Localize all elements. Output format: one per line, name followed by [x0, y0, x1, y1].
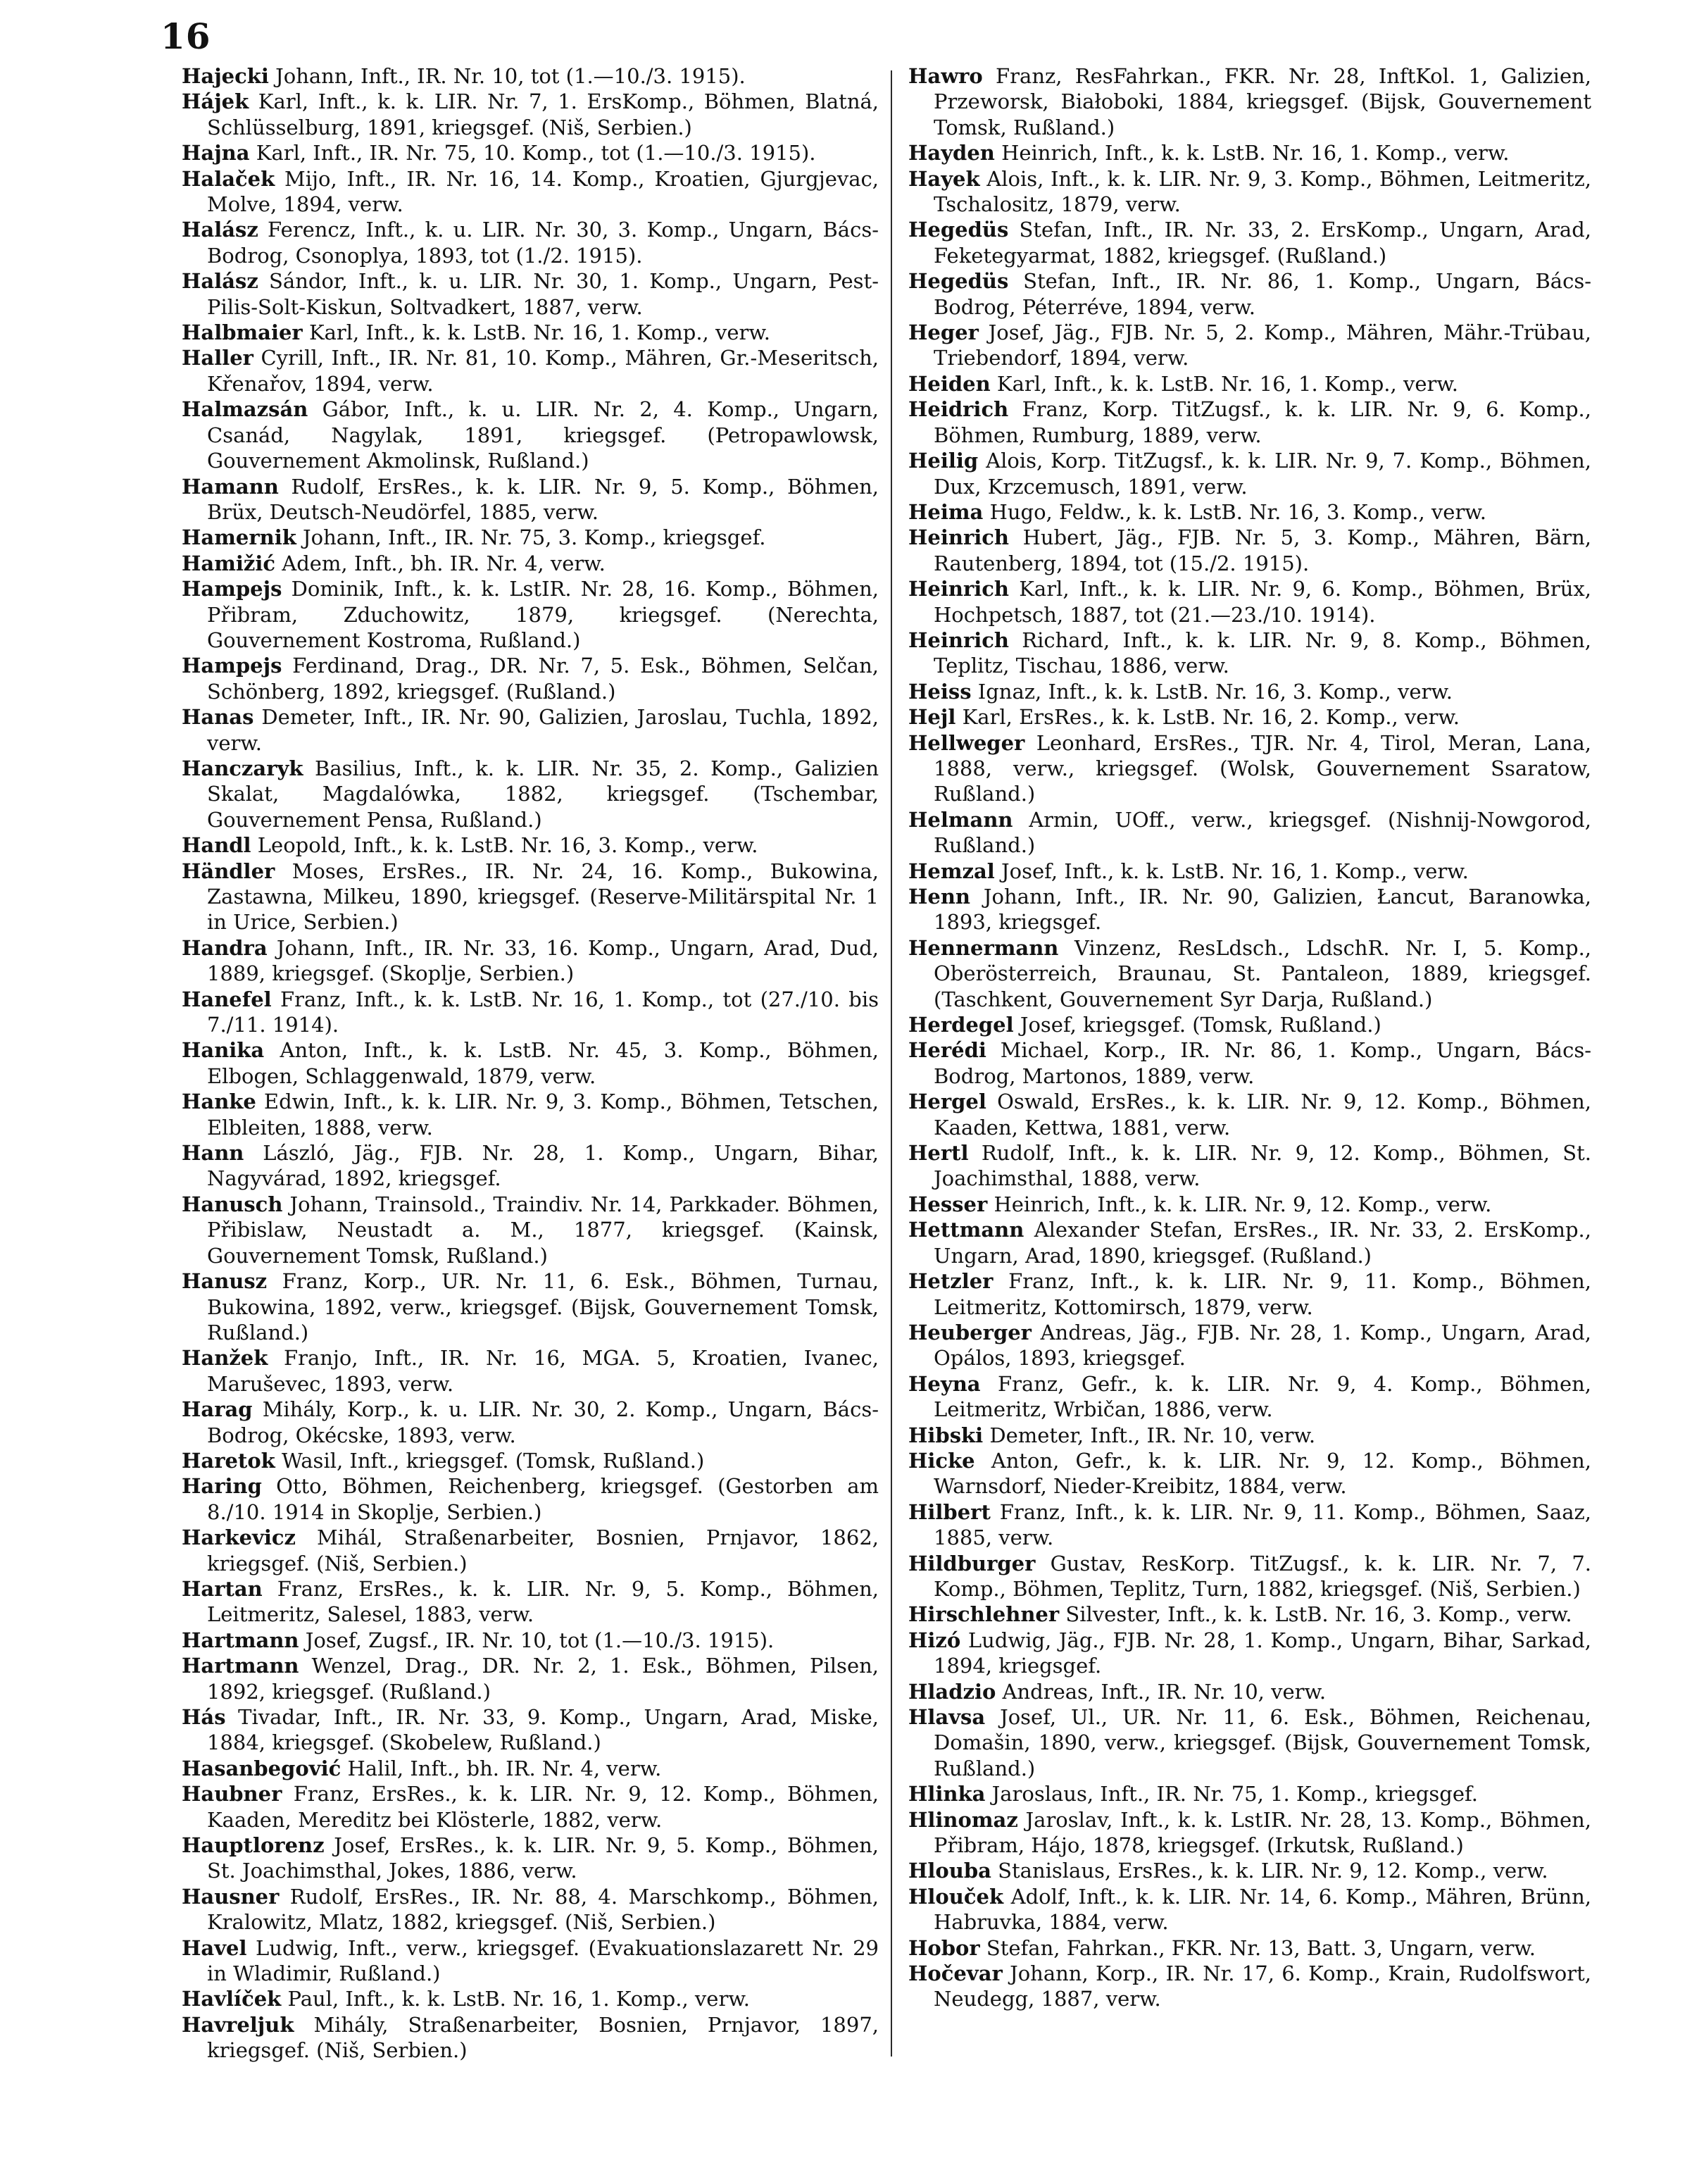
entry-details: Mihály, Straßenarbeiter, Bosnien, Prnjavor, 1897, kriegsgef. (Niš, Serbien.): [207, 2012, 879, 2063]
register-entry: [908, 628, 1591, 679]
entry-details: Jaroslav, Inft., k. k. LstIR. Nr. 28, 13. Komp., Böhmen, Přibram, Hájo, 1878, kriegsgef. (Irkutsk, Rußland.): [934, 1807, 1591, 1858]
register-entry: [908, 1320, 1591, 1371]
entry-surname: Herédi: [908, 1038, 986, 1063]
register-entry: [182, 1268, 879, 1345]
register-entry: [908, 371, 1591, 397]
entry-details: Franz, ErsRes., k. k. LIR. Nr. 9, 12. Komp., Böhmen, Kaaden, Mereditz bei Klösterle, 1882, verw.: [207, 1782, 879, 1832]
entry-surname: Halaček: [182, 166, 275, 191]
entry-surname: Heidrich: [908, 397, 1009, 422]
register-entry: [908, 140, 1591, 166]
register-entry: [182, 551, 879, 576]
entry-surname: Hicke: [908, 1448, 975, 1473]
entry-surname: Handl: [182, 833, 251, 858]
entry-details: Johann, Korp., IR. Nr. 17, 6. Komp., Krain, Rudolfswort, Neudegg, 1887, verw.: [934, 1961, 1591, 2011]
entry-details: Wasil, Inft., kriegsgef. (Tomsk, Rußland.): [281, 1448, 705, 1473]
register-entry: [908, 1858, 1591, 1883]
register-entry: [182, 474, 879, 525]
register-entry: [182, 1935, 879, 1987]
register-entry: [908, 1602, 1591, 1627]
register-entry: [182, 217, 879, 268]
column-divider: [891, 70, 892, 2057]
register-entry: [182, 1884, 879, 1935]
entry-surname: Halász: [182, 269, 258, 294]
register-entry: [908, 1448, 1591, 1499]
entry-details: Adem, Inft., bh. IR. Nr. 4, verw.: [282, 551, 606, 575]
register-entry: [182, 1345, 879, 1397]
entry-details: Rudolf, ErsRes., IR. Nr. 88, 4. Marschkomp., Böhmen, Kralowitz, Mlatz, 1882, kriegsgef. (Niš, Serbien.): [207, 1884, 879, 1935]
entry-surname: Haller: [182, 346, 253, 370]
entry-details: Ludwig, Jäg., FJB. Nr. 28, 1. Komp., Ungarn, Bihar, Sarkad, 1894, kriegsgef.: [934, 1628, 1591, 1678]
entry-surname: Hertl: [908, 1141, 969, 1166]
register-entry: [182, 89, 879, 140]
entry-details: Moses, ErsRes., IR. Nr. 24, 16. Komp., Bukowina, Zastawna, Milkeu, 1890, kriegsgef. (Reserve-Militärspital Nr. 1 in Urice, Serbien.): [207, 859, 879, 935]
register-entry: [908, 576, 1591, 628]
register-entry: [182, 1525, 879, 1576]
entry-details: Jaroslaus, Inft., IR. Nr. 75, 1. Komp., kriegsgef.: [991, 1782, 1478, 1807]
entry-details: Josef, Inft., k. k. LstB. Nr. 16, 1. Komp., verw.: [1001, 859, 1469, 883]
entry-details: Silvester, Inft., k. k. LstB. Nr. 16, 3. Komp., verw.: [1065, 1602, 1572, 1627]
register-entry: [182, 1140, 879, 1192]
entry-surname: Hartmann: [182, 1628, 299, 1652]
register-entry: [182, 832, 879, 858]
register-entry: [182, 1704, 879, 1756]
entry-surname: Halász: [182, 218, 258, 242]
entry-details: Josef, Zugsf., IR. Nr. 10, tot (1.—10./3. 1915).: [305, 1628, 775, 1652]
entry-details: Franz, ErsRes., k. k. LIR. Nr. 9, 5. Komp., Böhmen, Leitmeritz, Salesel, 1883, verw.: [207, 1576, 879, 1627]
register-entry: [908, 448, 1591, 499]
entry-surname: Heiden: [908, 371, 991, 396]
register-entry: [908, 1012, 1591, 1037]
register-entry: [908, 268, 1591, 320]
entry-details: Johann, Inft., IR. Nr. 75, 3. Komp., kriegsgef.: [303, 525, 766, 550]
register-entry: [182, 397, 879, 473]
left-column: [182, 63, 879, 2064]
entry-surname: Haring: [182, 1474, 262, 1499]
entry-surname: Hočevar: [908, 1961, 1003, 1986]
entry-details: Johann, Inft., IR. Nr. 90, Galizien, Łancut, Baranowka, 1893, kriegsgef.: [934, 885, 1591, 935]
entry-details: Hugo, Feldw., k. k. LstB. Nr. 16, 3. Komp., verw.: [989, 499, 1486, 524]
entry-details: Franz, Korp., UR. Nr. 11, 6. Esk., Böhmen, Turnau, Bukowina, 1892, verw., kriegsgef. (Bijsk, Gouvernement Tomsk, Rußland.): [207, 1269, 879, 1344]
register-entry: [908, 499, 1591, 525]
register-entry: [182, 1628, 879, 1653]
entry-details: Wenzel, Drag., DR. Nr. 2, 1. Esk., Böhmen, Pilsen, 1892, kriegsgef. (Rußland.): [207, 1654, 879, 1704]
entry-surname: Heuberger: [908, 1320, 1032, 1344]
entry-surname: Hladzio: [908, 1679, 996, 1704]
entry-surname: Hann: [182, 1141, 244, 1166]
entry-surname: Hayek: [908, 166, 980, 191]
entry-surname: Hampejs: [182, 654, 282, 678]
entry-surname: Hlouček: [908, 1884, 1004, 1909]
entry-surname: Heyna: [908, 1371, 981, 1396]
entry-details: Adolf, Inft., k. k. LIR. Nr. 14, 6. Komp., Mähren, Brünn, Habruvka, 1884, verw.: [934, 1884, 1591, 1935]
entry-surname: Hergel: [908, 1090, 986, 1114]
entry-surname: Hegedüs: [908, 269, 1009, 294]
entry-surname: Hejl: [908, 705, 956, 730]
entry-surname: Hampejs: [182, 577, 282, 601]
entry-details: Alois, Inft., k. k. LIR. Nr. 9, 3. Komp., Böhmen, Leitmeritz, Tschalositz, 1879, verw.: [934, 166, 1591, 217]
entry-details: Franjo, Inft., IR. Nr. 16, MGA. 5, Kroatien, Ivanec, Maruševec, 1893, verw.: [207, 1346, 879, 1396]
entry-details: Richard, Inft., k. k. LIR. Nr. 9, 8. Komp., Böhmen, Teplitz, Tischau, 1886, verw.: [934, 628, 1591, 678]
entry-details: Franz, Inft., k. k. LIR. Nr. 9, 11. Komp., Böhmen, Leitmeritz, Kottomirsch, 1879, verw.: [934, 1269, 1591, 1319]
register-entry: [908, 1499, 1591, 1551]
register-entry: [908, 525, 1591, 576]
register-entry: [908, 884, 1591, 935]
entry-surname: Helmann: [908, 807, 1013, 832]
entry-details: Dominik, Inft., k. k. LstIR. Nr. 28, 16. Komp., Böhmen, Přibram, Zduchowitz, 1879, kriegsgef. (Nerechta, Gouvernement Kostroma, Rußland.): [207, 577, 879, 652]
entry-surname: Hanusz: [182, 1269, 268, 1294]
entry-details: Oswald, ErsRes., k. k. LIR. Nr. 9, 12. Komp., Böhmen, Kaaden, Kettwa, 1881, verw.: [934, 1090, 1591, 1140]
entry-surname: Hilbert: [908, 1499, 991, 1524]
entry-surname: Heinrich: [908, 577, 1009, 601]
entry-details: Sándor, Inft., k. u. LIR. Nr. 30, 1. Komp., Ungarn, Pest-Pilis-Solt-Kiskun, Soltvadkert, 1887, verw.: [207, 269, 879, 319]
register-entry: [182, 63, 879, 89]
entry-details: Gábor, Inft., k. u. LIR. Nr. 2, 4. Komp., Ungarn, Csanád, Nagylak, 1891, kriegsgef. (Petropawlowsk, Gouvernement Akmolinsk, Rußland.): [207, 397, 879, 473]
entry-surname: Hegedüs: [908, 218, 1009, 242]
right-column: [908, 63, 1591, 2012]
entry-details: Demeter, Inft., IR. Nr. 90, Galizien, Jaroslau, Tuchla, 1892, verw.: [207, 705, 879, 755]
entry-details: Heinrich, Inft., k. k. LstB. Nr. 16, 1. Komp., verw.: [1001, 141, 1510, 166]
entry-details: Josef, Jäg., FJB. Nr. 5, 2. Komp., Mähren, Mähr.-Trübau, Triebendorf, 1894, verw.: [934, 320, 1591, 370]
entry-surname: Harag: [182, 1397, 253, 1422]
register-entry: [908, 704, 1591, 730]
entry-details: Demeter, Inft., IR. Nr. 10, verw.: [989, 1423, 1316, 1447]
register-entry: [908, 1192, 1591, 1217]
entry-details: Leonhard, ErsRes., TJR. Nr. 4, Tirol, Meran, Lana, 1888, verw., kriegsgef. (Wolsk, Gouvernement Ssaratow, Rußland.): [934, 730, 1591, 806]
entry-details: Rudolf, ErsRes., k. k. LIR. Nr. 9, 5. Komp., Böhmen, Brüx, Deutsch-Neudörfel, 1885, verw.: [207, 474, 879, 524]
entry-details: Mihál, Straßenarbeiter, Bosnien, Prnjavor, 1862, kriegsgef. (Niš, Serbien.): [207, 1525, 879, 1575]
entry-surname: Hanas: [182, 705, 254, 730]
entry-surname: Händler: [182, 859, 275, 883]
entry-details: Halil, Inft., bh. IR. Nr. 4, verw.: [347, 1756, 662, 1780]
entry-surname: Hasanbegović: [182, 1756, 341, 1780]
entry-surname: Hanke: [182, 1090, 256, 1114]
entry-details: Stefan, Inft., IR. Nr. 33, 2. ErsKomp., Ungarn, Arad, Feketegyarmat, 1882, kriegsgef. (Rußland.): [934, 218, 1591, 268]
entry-surname: Hobor: [908, 1935, 980, 1960]
entry-details: Anton, Gefr., k. k. LIR. Nr. 9, 12. Komp., Böhmen, Warnsdorf, Nieder-Kreibitz, 1884, verw.: [934, 1448, 1591, 1499]
entry-details: Karl, Inft., k. k. LIR. Nr. 9, 6. Komp., Böhmen, Brüx, Hochpetsch, 1887, tot (21.—23./10. 1914).: [934, 577, 1591, 627]
entry-surname: Henn: [908, 885, 971, 909]
entry-surname: Hanczaryk: [182, 756, 303, 780]
register-entry: [908, 1371, 1591, 1423]
entry-details: Franz, Gefr., k. k. LIR. Nr. 9, 4. Komp., Böhmen, Leitmeritz, Wrbičan, 1886, verw.: [934, 1371, 1591, 1422]
entry-details: Franz, Korp. TitZugsf., k. k. LIR. Nr. 9, 6. Komp., Böhmen, Rumburg, 1889, verw.: [934, 397, 1591, 447]
entry-surname: Hanefel: [182, 987, 272, 1011]
register-entry: [182, 1781, 879, 1833]
entry-details: Ludwig, Inft., verw., kriegsgef. (Evakuationslazarett Nr. 29 in Wladimir, Rußland.): [207, 1935, 879, 1986]
register-entry: [182, 1037, 879, 1089]
entry-details: Stanislaus, ErsRes., k. k. LIR. Nr. 9, 12. Komp., verw.: [998, 1859, 1548, 1883]
register-entry: [908, 166, 1591, 218]
entry-details: Karl, Inft., k. k. LstB. Nr. 16, 1. Komp., verw.: [996, 371, 1458, 396]
entry-surname: Hesser: [908, 1192, 988, 1216]
entry-details: Stefan, Fahrkan., FKR. Nr. 13, Batt. 3, Ungarn, verw.: [986, 1935, 1536, 1960]
register-entry: [908, 1807, 1591, 1859]
entry-surname: Harkevicz: [182, 1525, 296, 1550]
entry-details: Gustav, ResKorp. TitZugsf., k. k. LIR. Nr. 7, 7. Komp., Böhmen, Teplitz, Turn, 1882, kriegsgef. (Niš, Serbien.): [934, 1551, 1591, 1601]
register-entry: [182, 1576, 879, 1628]
entry-surname: Hausner: [182, 1884, 280, 1909]
entry-surname: Heinrich: [908, 628, 1009, 652]
entry-details: Ferdinand, Drag., DR. Nr. 7, 5. Esk., Böhmen, Selčan, Schönberg, 1892, kriegsgef. (Rußland.): [207, 654, 879, 704]
register-entry: [182, 268, 879, 320]
register-entry: [908, 1628, 1591, 1679]
register-entry: [908, 679, 1591, 704]
entry-surname: Hanusch: [182, 1192, 283, 1216]
register-entry: [182, 1192, 879, 1268]
register-entry: [908, 1268, 1591, 1320]
entry-surname: Heiss: [908, 679, 972, 704]
entry-surname: Hildburger: [908, 1551, 1036, 1575]
entry-details: Andreas, Inft., IR. Nr. 10, verw.: [1002, 1679, 1327, 1704]
entry-details: Josef, Ul., UR. Nr. 11, 6. Esk., Böhmen, Reichenau, Domašin, 1890, verw., kriegsgef. (Bijsk, Gouvernement Tomsk, Rußland.): [934, 1705, 1591, 1780]
entry-surname: Hlinomaz: [908, 1807, 1018, 1832]
register-entry: [908, 1089, 1591, 1140]
register-entry: [908, 1781, 1591, 1807]
entry-surname: Hlavsa: [908, 1705, 986, 1729]
register-entry: [908, 1551, 1591, 1602]
register-entry: [182, 987, 879, 1038]
register-entry: [908, 1217, 1591, 1268]
register-entry: [908, 1423, 1591, 1448]
register-entry: [908, 935, 1591, 1012]
register-entry: [182, 140, 879, 166]
entry-surname: Hizó: [908, 1628, 961, 1652]
entry-surname: Hlouba: [908, 1859, 991, 1883]
entry-surname: Havreljuk: [182, 2012, 294, 2037]
entry-surname: Heilig: [908, 449, 979, 473]
register-entry: [182, 1473, 879, 1525]
entry-surname: Hayden: [908, 141, 995, 166]
entry-surname: Handra: [182, 935, 268, 960]
entry-details: Vinzenz, ResLdsch., LdschR. Nr. I, 5. Komp., Oberösterreich, Braunau, St. Pantaleon, 1889, kriegsgef. (Taschkent, Gouvernement Syr Darja, Rußland.): [934, 935, 1591, 1011]
register-entry: [182, 166, 879, 218]
entry-surname: Hellweger: [908, 730, 1025, 755]
entry-surname: Hauptlorenz: [182, 1833, 325, 1858]
entry-surname: Hennermann: [908, 935, 1059, 960]
entry-details: Andreas, Jäg., FJB. Nr. 28, 1. Komp., Ungarn, Arad, Opálos, 1893, kriegsgef.: [934, 1320, 1591, 1371]
entry-details: Alexander Stefan, ErsRes., IR. Nr. 33, 2. ErsKomp., Ungarn, Arad, 1890, kriegsgef. (Rußland.): [934, 1218, 1591, 1268]
entry-surname: Hirschlehner: [908, 1602, 1060, 1627]
entry-surname: Hartan: [182, 1576, 263, 1601]
entry-details: Leopold, Inft., k. k. LstB. Nr. 16, 3. Komp., verw.: [257, 833, 758, 858]
entry-details: Karl, ErsRes., k. k. LstB. Nr. 16, 2. Komp., verw.: [962, 705, 1460, 730]
entry-details: Franz, Inft., k. k. LstB. Nr. 16, 1. Komp., tot (27./10. bis 7./11. 1914).: [207, 987, 879, 1037]
entry-details: Edwin, Inft., k. k. LIR. Nr. 9, 3. Komp., Böhmen, Tetschen, Elbleiten, 1888, verw.: [207, 1090, 879, 1140]
register-entry: [182, 1756, 879, 1781]
entry-surname: Halmazsán: [182, 397, 308, 422]
register-entry: [908, 1679, 1591, 1704]
entry-surname: Hemzal: [908, 859, 995, 883]
register-entry: [908, 807, 1591, 859]
entry-surname: Heima: [908, 499, 984, 524]
entry-details: Rudolf, Inft., k. k. LIR. Nr. 9, 12. Komp., Böhmen, St. Joachimsthal, 1888, verw.: [934, 1141, 1591, 1191]
entry-details: Johann, Inft., IR. Nr. 33, 16. Komp., Ungarn, Arad, Dud, 1889, kriegsgef. (Skoplje, Serbien.): [207, 935, 879, 986]
entry-details: Franz, ResFahrkan., FKR. Nr. 28, InftKol. 1, Galizien, Przeworsk, Białoboki, 1884, kriegsgef. (Bijsk, Gouvernement Tomsk, Rußland.): [934, 64, 1591, 139]
register-entry: [182, 2012, 879, 2064]
entry-details: Anton, Inft., k. k. LstB. Nr. 45, 3. Komp., Böhmen, Elbogen, Schlaggenwald, 1879, verw.: [207, 1038, 879, 1088]
entry-details: Karl, Inft., k. k. LstB. Nr. 16, 1. Komp., verw.: [308, 320, 770, 345]
register-entry: [908, 1935, 1591, 1961]
register-entry: [182, 1986, 879, 2011]
entry-details: Paul, Inft., k. k. LstB. Nr. 16, 1. Komp., verw.: [287, 1987, 750, 2011]
register-entry: [182, 1089, 879, 1140]
entry-details: Karl, Inft., IR. Nr. 75, 10. Komp., tot (1.—10./3. 1915).: [256, 141, 816, 166]
register-entry: [908, 397, 1591, 448]
entry-surname: Herdegel: [908, 1013, 1014, 1037]
entry-details: Alois, Korp. TitZugsf., k. k. LIR. Nr. 9, 7. Komp., Böhmen, Dux, Krzcemusch, 1891, verw.: [934, 449, 1591, 499]
entry-surname: Havel: [182, 1935, 247, 1960]
register-entry: [908, 1140, 1591, 1192]
entry-details: Tivadar, Inft., IR. Nr. 33, 9. Komp., Ungarn, Arad, Miske, 1884, kriegsgef. (Skobelew, Rußland.): [207, 1705, 879, 1755]
entry-details: Karl, Inft., k. k. LIR. Nr. 7, 1. ErsKomp., Böhmen, Blatná, Schlüsselburg, 1891, kriegsgef. (Niš, Serbien.): [207, 89, 879, 139]
entry-details: Johann, Inft., IR. Nr. 10, tot (1.—10./3. 1915).: [275, 64, 746, 88]
entry-details: László, Jäg., FJB. Nr. 28, 1. Komp., Ungarn, Bihar, Nagyvárad, 1892, kriegsgef.: [207, 1141, 879, 1191]
register-entry: [182, 859, 879, 935]
entry-surname: Hanžek: [182, 1346, 268, 1371]
entry-surname: Hettmann: [908, 1218, 1024, 1242]
register-entry: [182, 704, 879, 756]
register-entry: [182, 1653, 879, 1704]
entry-surname: Halbmaier: [182, 320, 303, 345]
entry-surname: Hamann: [182, 474, 279, 499]
entry-details: Michael, Korp., IR. Nr. 86, 1. Komp., Ungarn, Bács-Bodrog, Martonos, 1889, verw.: [934, 1038, 1591, 1088]
entry-details: Mihály, Korp., k. u. LIR. Nr. 30, 2. Komp., Ungarn, Bács-Bodrog, Okécske, 1893, verw.: [207, 1397, 879, 1447]
entry-details: Ferencz, Inft., k. u. LIR. Nr. 30, 3. Komp., Ungarn, Bács-Bodrog, Csonoplya, 1893, tot (1./2. 1915).: [207, 218, 879, 268]
register-entry: [908, 320, 1591, 371]
register-entry: [908, 217, 1591, 268]
register-entry: [908, 1704, 1591, 1781]
entry-surname: Hamernik: [182, 525, 296, 550]
entry-details: Cyrill, Inft., IR. Nr. 81, 10. Komp., Mähren, Gr.-Meseritsch, Křenařov, 1894, verw.: [207, 346, 879, 396]
entry-details: Josef, kriegsgef. (Tomsk, Rußland.): [1020, 1013, 1381, 1037]
entry-surname: Hawro: [908, 64, 983, 88]
register-entry: [908, 1884, 1591, 1935]
entry-surname: Hamižić: [182, 551, 276, 575]
entry-surname: Heinrich: [908, 525, 1009, 550]
register-entry: [182, 1448, 879, 1473]
entry-details: Heinrich, Inft., k. k. LIR. Nr. 9, 12. Komp., verw.: [994, 1192, 1492, 1216]
entry-surname: Hanika: [182, 1038, 265, 1063]
register-entry: [908, 1961, 1591, 2012]
entry-details: Mijo, Inft., IR. Nr. 16, 14. Komp., Kroatien, Gjurgjevac, Molve, 1894, verw.: [207, 166, 879, 217]
register-entry: [908, 63, 1591, 140]
entry-details: Franz, Inft., k. k. LIR. Nr. 9, 11. Komp., Böhmen, Saaz, 1885, verw.: [934, 1499, 1591, 1550]
entry-surname: Hibski: [908, 1423, 984, 1447]
entry-surname: Hájek: [182, 89, 249, 114]
register-entry: [182, 1397, 879, 1448]
register-entry: [908, 1037, 1591, 1089]
entry-details: Josef, ErsRes., k. k. LIR. Nr. 9, 5. Komp., Böhmen, St. Joachimsthal, Jokes, 1886, verw.: [207, 1833, 879, 1883]
entry-surname: Hlinka: [908, 1782, 986, 1807]
entry-details: Armin, UOff., verw., kriegsgef. (Nishnij-Nowgorod, Rußland.): [934, 807, 1591, 858]
register-entry: [182, 345, 879, 397]
entry-surname: Heger: [908, 320, 979, 345]
entry-surname: Hajecki: [182, 64, 269, 88]
register-entry: [182, 576, 879, 653]
entry-details: Ignaz, Inft., k. k. LstB. Nr. 16, 3. Komp., verw.: [977, 679, 1453, 704]
register-entry: [908, 859, 1591, 884]
register-entry: [182, 320, 879, 345]
entry-surname: Havlíček: [182, 1987, 282, 2011]
entry-surname: Hajna: [182, 141, 250, 166]
entry-details: Otto, Böhmen, Reichenberg, kriegsgef. (Gestorben am 8./10. 1914 in Skoplje, Serbien.): [207, 1474, 879, 1524]
entry-surname: Haubner: [182, 1782, 282, 1807]
register-entry: [182, 653, 879, 704]
entry-surname: Hetzler: [908, 1269, 994, 1294]
entry-details: Basilius, Inft., k. k. LIR. Nr. 35, 2. Komp., Galizien Skalat, Magdalówka, 1882, kriegsgef. (Tschembar, Gouvernement Pensa, Rußland.): [207, 756, 879, 832]
register-entry: [182, 935, 879, 987]
entry-details: Johann, Trainsold., Traindiv. Nr. 14, Parkkader. Böhmen, Přibislaw, Neustadt a. M., 1877, kriegsgef. (Kainsk, Gouvernement Tomsk, Rußland.): [207, 1192, 879, 1268]
entry-surname: Hás: [182, 1705, 226, 1729]
entry-details: Hubert, Jäg., FJB. Nr. 5, 3. Komp., Mähren, Bärn, Rautenberg, 1894, tot (15./2. 1915).: [934, 525, 1591, 575]
entry-surname: Hartmann: [182, 1654, 299, 1678]
register-entry: [908, 730, 1591, 807]
register-entry: [182, 1833, 879, 1884]
entry-details: Stefan, Inft., IR. Nr. 86, 1. Komp., Ungarn, Bács-Bodrog, Péterréve, 1894, verw.: [934, 269, 1591, 319]
page-number: 16: [161, 15, 211, 57]
register-entry: [182, 756, 879, 832]
register-entry: [182, 525, 879, 550]
entry-surname: Haretok: [182, 1448, 275, 1473]
